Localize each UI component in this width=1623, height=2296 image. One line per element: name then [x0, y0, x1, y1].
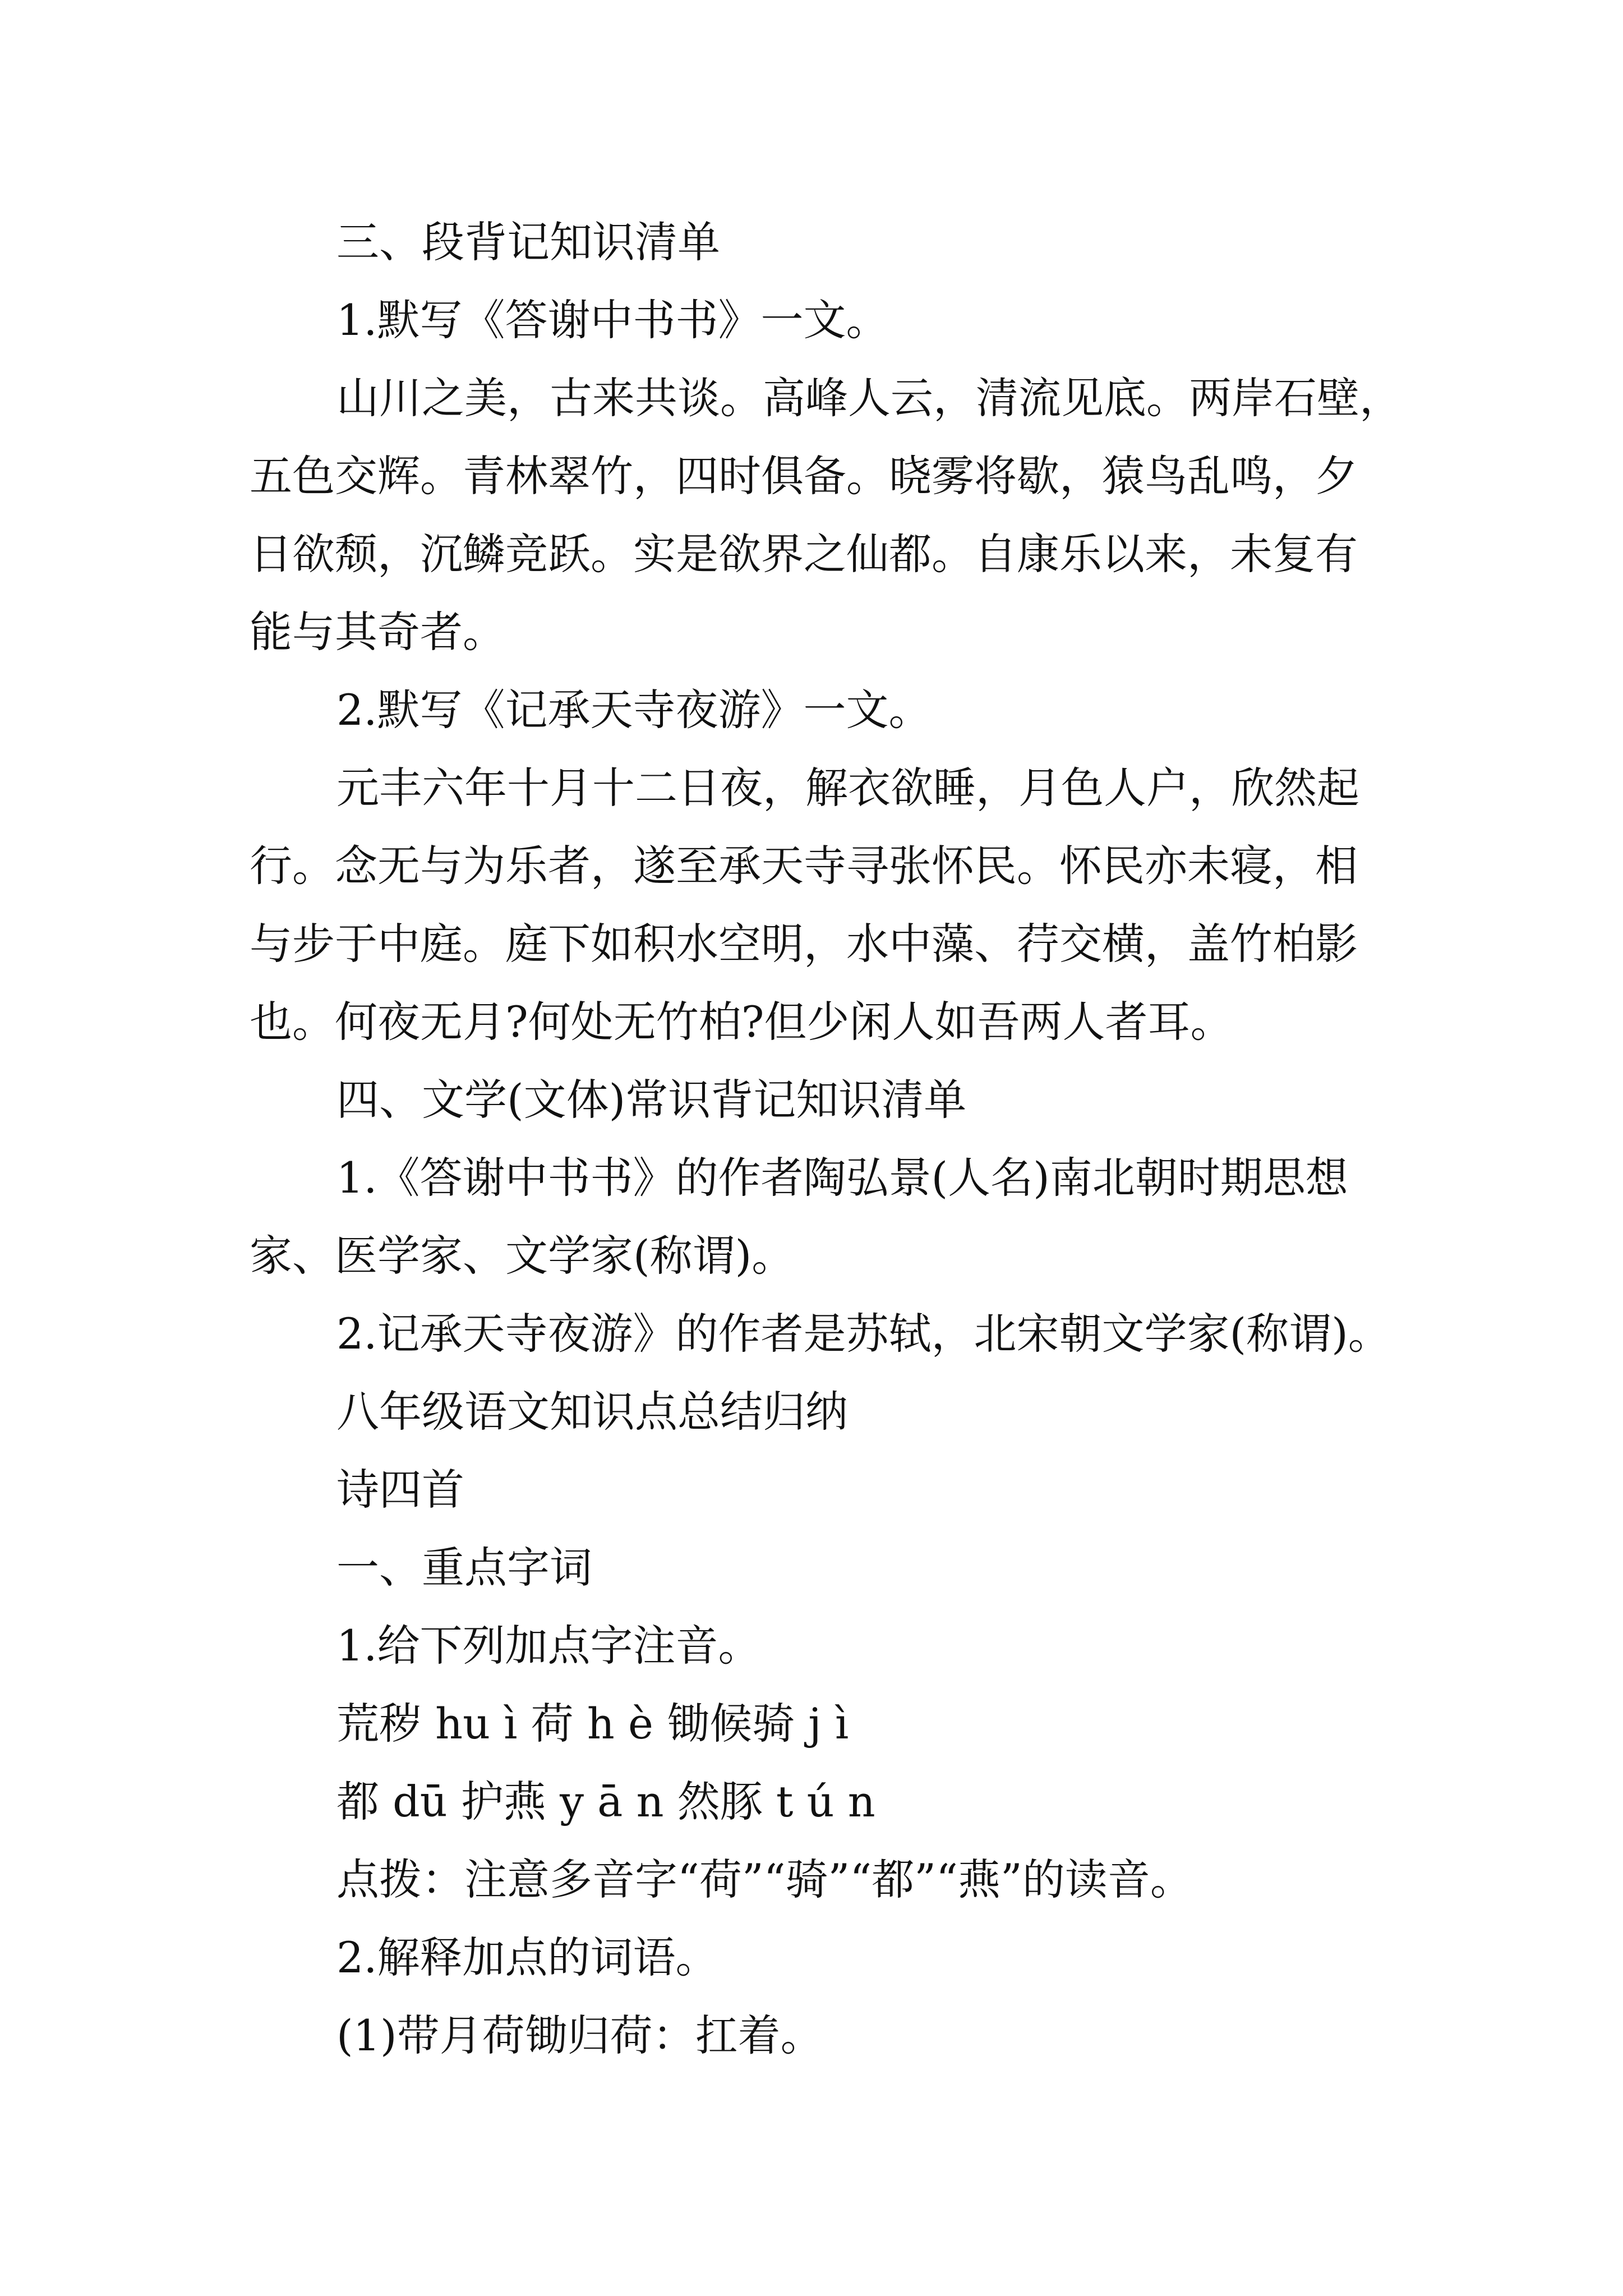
text-line: 日欲颓，沉鳞竞跃。实是欲界之仙都。自康乐以来，未复有: [250, 529, 1358, 579]
section-heading-literature: 四、文学(文体)常识背记知识清单: [336, 1075, 967, 1125]
section-heading-vocabulary: 一、重点字词: [336, 1543, 592, 1593]
item-heading: 1.默写《答谢中书书》一文。: [336, 295, 889, 345]
hint-line: 点拨：注意多音字“荷”“骑”“都”“燕”的读音。: [336, 1855, 1193, 1904]
document-heading: 八年级语文知识点总结归纳: [336, 1387, 848, 1437]
text-line: 山川之美，古来共谈。高峰人云，清流见底。两岸石壁，: [336, 373, 1402, 423]
text-line: 与步于中庭。庭下如积水空明，水中藻、荇交横，盖竹柏影: [250, 919, 1358, 969]
text-line: 五色交辉。青林翠竹，四时俱备。晓雾将歇，猿鸟乱鸣，夕: [250, 451, 1358, 501]
text-line: 1.《答谢中书书》的作者陶弘景(人名)南北朝时期思想: [336, 1153, 1348, 1203]
item-heading: 2.默写《记承天寺夜游》一文。: [336, 685, 932, 735]
pinyin-line: 荒秽 hu ì 荷 h è 锄候骑 j ì: [336, 1699, 849, 1749]
lesson-title: 诗四首: [336, 1465, 464, 1515]
text-line: 行。念无与为乐者，遂至承天寺寻张怀民。怀民亦未寝，相: [250, 841, 1358, 891]
item-heading: 2.解释加点的词语。: [336, 1932, 718, 1982]
text-line: 能与其奇者。: [250, 607, 505, 657]
item-heading: 1.给下列加点字注音。: [336, 1621, 761, 1671]
text-line: 2.记承天寺夜游》的作者是苏轼，北宋朝文学家(称谓)。: [336, 1309, 1391, 1359]
section-heading-recitation: 三、段背记知识清单: [336, 217, 720, 267]
text-line: 元丰六年十月十二日夜，解衣欲睡，月色人户，欣然起: [336, 763, 1359, 813]
text-line: 也。何夜无月?何处无竹柏?但少闲人如吾两人者耳。: [250, 997, 1233, 1047]
text-line: (1)带月荷锄归荷：扛着。: [336, 2010, 823, 2060]
text-line: 家、医学家、文学家(称谓)。: [250, 1231, 795, 1281]
document-body: [250, 203, 1427, 2074]
pinyin-line: 都 dū 护燕 y ā n 然豚 t ú n: [336, 1777, 875, 1826]
